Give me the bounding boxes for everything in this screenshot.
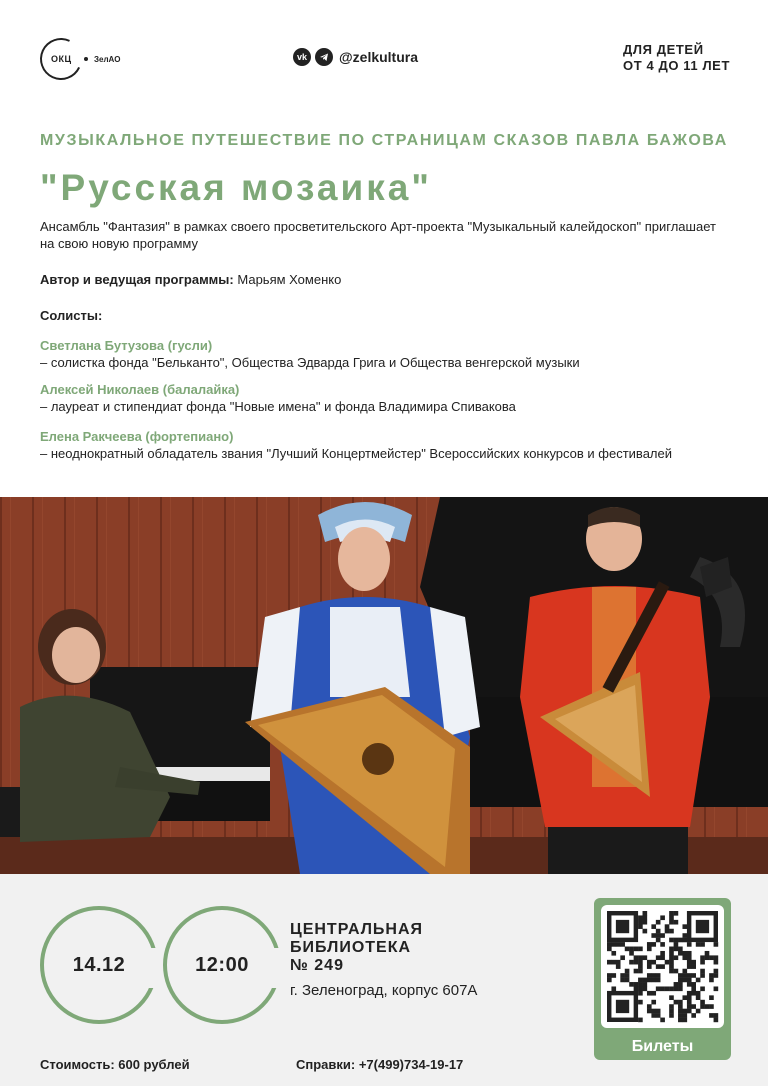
ticket-price: Стоимость: 600 рублей xyxy=(40,1057,190,1072)
venue-line-2: БИБЛИОТЕКА xyxy=(290,939,412,956)
vk-icon[interactable]: vk xyxy=(293,48,311,66)
age-line-2: ОТ 4 ДО 11 ЛЕТ xyxy=(623,58,730,73)
logo-text: ОКЦ xyxy=(50,54,72,65)
logo-dot-icon xyxy=(84,57,88,61)
soloist-name: Светлана Бутузова (гусли) xyxy=(40,338,213,353)
soloist-item xyxy=(40,337,730,371)
qr-code-graphic xyxy=(601,905,724,1028)
author-label: Автор и ведущая программы: xyxy=(40,272,234,287)
event-title: "Русская мозаика" xyxy=(40,167,432,208)
author-line xyxy=(40,272,341,287)
intro-text: Ансамбль "Фантазия" в рамках своего просветительского Арт-проекта "Музыкальный калейдоскоп" приглашает на свою новую программу xyxy=(40,219,716,251)
event-subtitle: МУЗЫКАЛЬНОЕ ПУТЕШЕСТВИЕ ПО СТРАНИЦАМ СКАЗОВ ПАВЛА БАЖОВА xyxy=(40,132,728,149)
soloist-desc: – неоднократный обладатель звания "Лучший Концертмейстер" Всероссийских конкурсов и фестивалей xyxy=(40,446,673,461)
soloists-heading: Солисты: xyxy=(40,308,103,323)
age-line-1: ДЛЯ ДЕТЕЙ xyxy=(623,42,704,57)
event-date: 14.12 xyxy=(72,953,126,976)
tickets-label[interactable]: Билеты xyxy=(631,1038,694,1055)
logo-subtext: ЗелАО xyxy=(94,54,121,64)
date-ring xyxy=(40,906,158,1024)
soloist-name: Елена Ракчеева (фортепиано) xyxy=(40,429,234,444)
tickets-qr-button[interactable] xyxy=(594,898,731,1060)
soloist-item xyxy=(40,381,730,415)
ensemble-photo xyxy=(0,497,768,874)
time-ring xyxy=(163,906,281,1024)
ring-gap xyxy=(146,948,160,988)
soloist-name: Алексей Николаев (балалайка) xyxy=(40,382,240,397)
ensemble-photo-illustration xyxy=(0,497,768,874)
ring-gap xyxy=(269,948,283,988)
okc-logo[interactable] xyxy=(40,38,120,80)
info-phone[interactable]: Справки: +7(499)734-19-17 xyxy=(296,1057,464,1072)
event-time: 12:00 xyxy=(195,953,249,976)
header xyxy=(40,36,730,84)
social-links xyxy=(293,48,418,66)
venue-address: г. Зеленоград, корпус 607А xyxy=(290,982,478,999)
author-name: Марьям Хоменко xyxy=(237,272,342,287)
venue-line-3: № 249 xyxy=(290,957,344,974)
age-badge xyxy=(623,42,730,74)
venue-name xyxy=(290,921,423,975)
venue-line-1: ЦЕНТРАЛЬНАЯ xyxy=(290,921,424,938)
soloist-desc: – солистка фонда "Бельканто", Общества Эдварда Грига и Общества венгерской музыки xyxy=(40,355,580,370)
soloist-desc: – лауреат и стипендиат фонда "Новые имена" и фонда Владимира Спивакова xyxy=(40,399,516,414)
telegram-icon[interactable] xyxy=(315,48,333,66)
social-handle[interactable]: @zelkultura xyxy=(339,49,419,65)
soloist-item xyxy=(40,428,730,462)
logo-circle-icon xyxy=(34,32,88,86)
qr-code-icon[interactable] xyxy=(601,905,724,1028)
